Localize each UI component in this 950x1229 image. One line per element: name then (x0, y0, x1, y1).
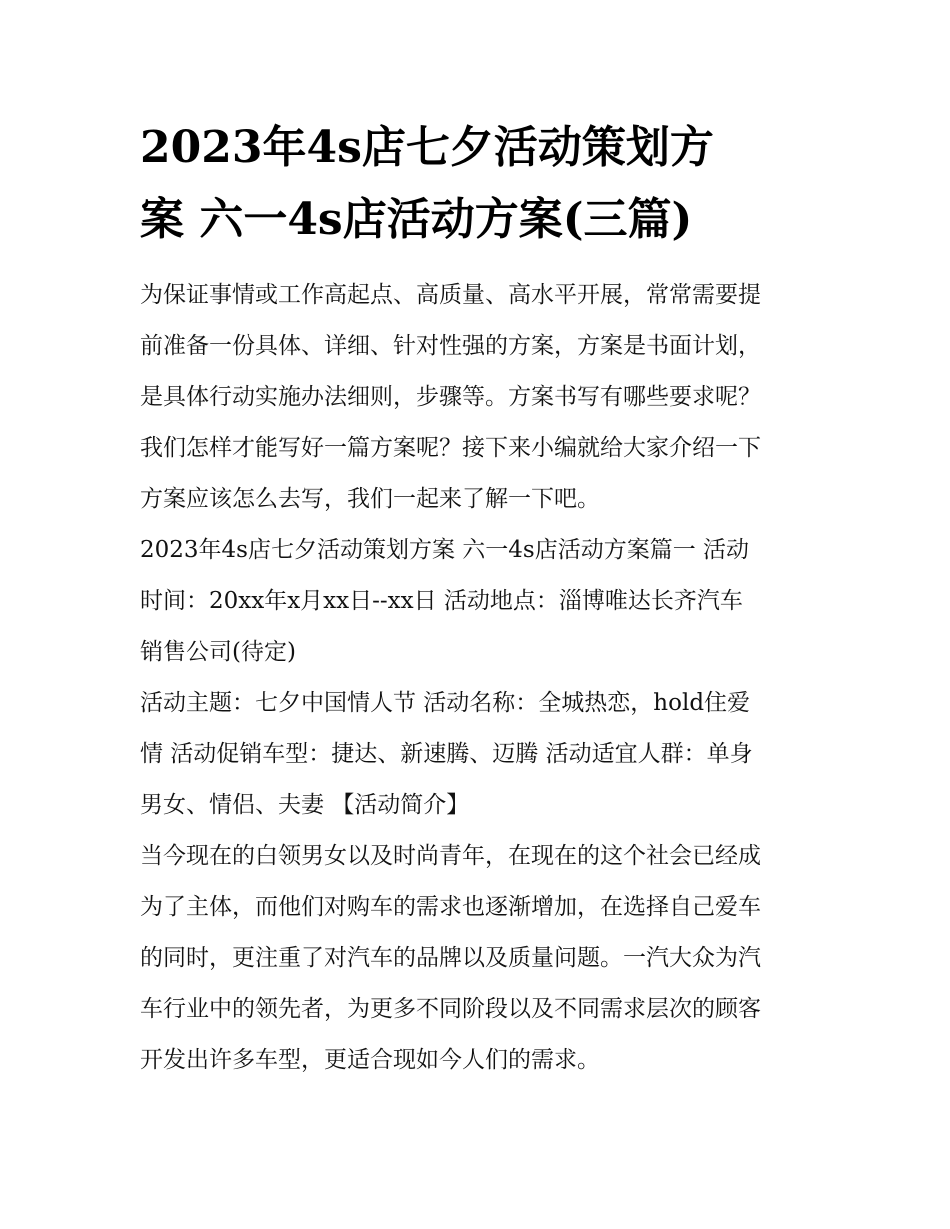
text-line: 车行业中的领先者，为更多不同阶段以及不同需求层次的顾客 (140, 996, 761, 1022)
text-line: 是具体行动实施办法细则，步骤等。方案书写有哪些要求呢？ (140, 384, 761, 410)
text-line: 活动主题：七夕中国情人节 活动名称：全城热恋，hold住爱 (140, 690, 751, 716)
text-line: 的同时，更注重了对汽车的品牌以及质量问题。一汽大众为汽 (140, 945, 761, 971)
document-title (140, 112, 812, 256)
text-line: 销售公司(待定) (140, 639, 296, 665)
title-line: 2023年4s店七夕活动策划方 (140, 122, 714, 173)
text-line: 情 活动促销车型：捷达、新速腾、迈腾 活动适宜人群：单身 (140, 741, 753, 767)
intro-paragraph (140, 270, 812, 525)
text-line: 2023年4s店七夕活动策划方案 六一4s店活动方案篇一 活动 (140, 537, 750, 563)
text-line: 前准备一份具体、详细、针对性强的方案，方案是书面计划， (140, 333, 761, 359)
activity-theme-paragraph (140, 678, 812, 831)
text-line: 为了主体，而他们对购车的需求也逐渐增加，在选择自己爱车 (140, 894, 761, 920)
text-line: 方案应该怎么去写，我们一起来了解一下吧。 (140, 486, 600, 512)
text-line: 时间：20xx年x月xx日--xx日 活动地点：淄博唯达长齐汽车 (140, 588, 743, 614)
activity-time-paragraph (140, 525, 812, 678)
title-line: 案 六一4s店活动方案(三篇) (140, 194, 693, 245)
text-line: 开发出许多车型，更适合现如今人们的需求。 (140, 1047, 600, 1073)
text-line: 男女、情侣、夫妻 【活动简介】 (140, 792, 470, 818)
text-line: 我们怎样才能写好一篇方案呢？接下来小编就给大家介绍一下 (140, 435, 761, 461)
title-spacing (140, 256, 812, 270)
activity-intro-paragraph (140, 831, 812, 1086)
text-line: 为保证事情或工作高起点、高质量、高水平开展，常常需要提 (140, 282, 761, 308)
text-line: 当今现在的白领男女以及时尚青年，在现在的这个社会已经成 (140, 843, 761, 869)
document-body (140, 112, 812, 1086)
